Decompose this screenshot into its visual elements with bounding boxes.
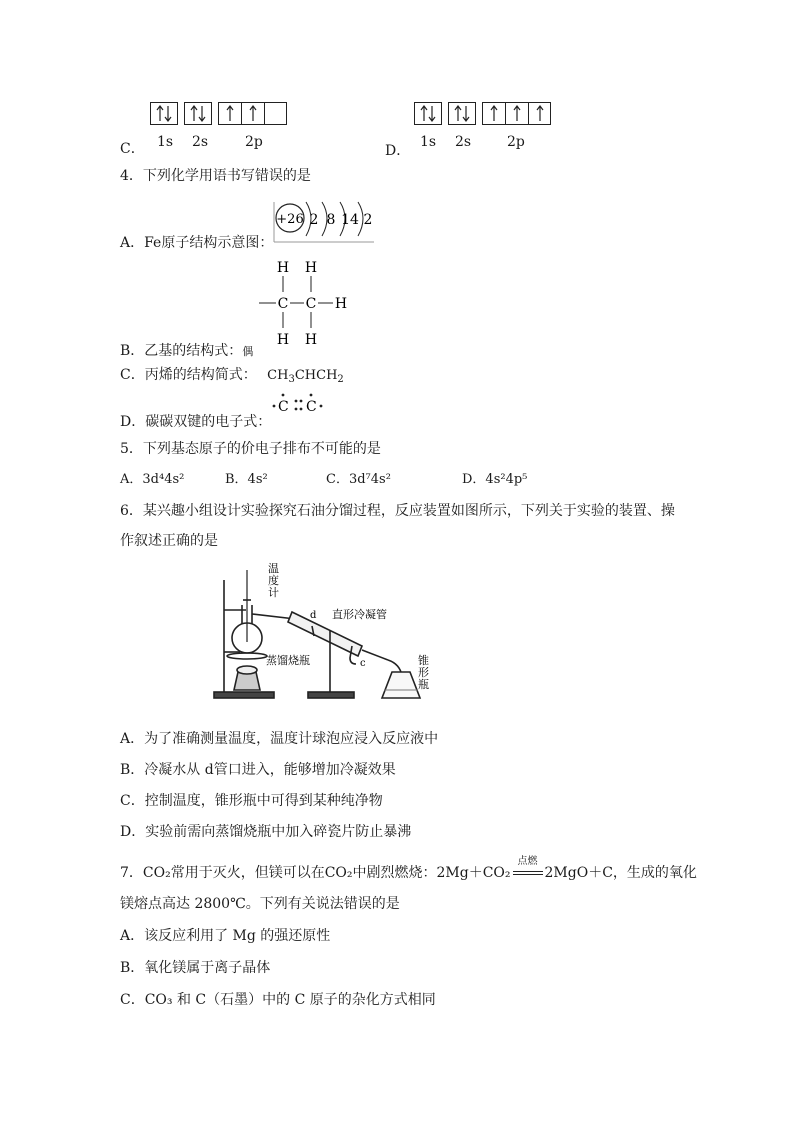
q7-option-b: B．氧化镁属于离子晶体 (120, 960, 271, 976)
reaction-condition: 点燃 (517, 856, 538, 867)
atom-h: H (304, 332, 318, 348)
label-conical-1: 锥 (418, 654, 429, 667)
label-thermometer-1: 温 (268, 562, 279, 575)
option-d-label: D． (385, 143, 411, 159)
label-d: d (310, 610, 317, 621)
option-c-label: C． (120, 141, 145, 157)
orbital-diagram-c (150, 102, 290, 128)
label-conical-3: 瓶 (418, 678, 429, 691)
atom-h: H (276, 260, 290, 276)
fe-shell-1: 2 (309, 212, 319, 228)
q4-option-b-text: B．乙基的结构式： (120, 343, 243, 359)
atom-h: H (304, 260, 318, 276)
q5-option-b: B．4s² (225, 472, 268, 487)
ethyl-structural-formula (255, 256, 355, 348)
label-condenser: 直形冷凝管 (332, 608, 387, 621)
q6-option-c: C．控制温度，锥形瓶中可得到某种纯净物 (120, 793, 383, 809)
q5-stem: 5．下列基态原子的价电子排布不可能的是 (120, 441, 381, 457)
q6-option-a: A．为了准确测量温度，温度计球泡应浸入反应液中 (120, 731, 439, 747)
label-thermometer-3: 计 (268, 586, 279, 599)
q4-option-b (120, 340, 253, 360)
atom-c: C (277, 296, 289, 312)
label-conical-2: 形 (418, 666, 429, 679)
orbital-label-2s: 2s (455, 134, 472, 150)
q7-stem-part2: 2MgO＋C，生成的氧化 (544, 865, 697, 881)
atom-c: C (278, 399, 289, 415)
q7-stem-part1: 7．CO₂常用于灭火，但镁可以在CO₂中剧烈燃烧：2Mg＋CO₂ (120, 865, 511, 881)
q5-option-d: D．4s²4p⁵ (462, 472, 528, 487)
q4-option-d: D．碳碳双键的电子式： (120, 414, 272, 430)
orbital-label-1s: 1s (157, 134, 174, 150)
fe-atom-structure-diagram (270, 198, 380, 246)
q6-option-b: B．冷凝水从 d管口进入，能够增加冷凝效果 (120, 762, 396, 778)
orbital-label-2p: 2p (245, 134, 263, 150)
q7-option-c: C．CO₃ 和 C（石墨）中的 C 原子的杂化方式相同 (120, 992, 436, 1008)
orbital-diagram-d (414, 102, 554, 128)
orbital-label-2p: 2p (507, 134, 525, 150)
label-c: c (360, 658, 366, 669)
q6-option-d: D．实验前需向蒸馏烧瓶中加入碎瓷片防止暴沸 (120, 824, 412, 840)
q7-stem-line1 (120, 856, 697, 882)
q4-option-c (120, 364, 344, 385)
orbital-label-1s: 1s (420, 134, 437, 150)
q4-option-b-tail: 偶 (242, 345, 254, 358)
atom-c: C (305, 296, 317, 312)
atom-c: C (306, 399, 317, 415)
q6-stem-line2: 作叙述正确的是 (120, 533, 218, 549)
fe-shell-3: 14 (341, 212, 359, 228)
propene-formula: $CH_3CHCH_2$ (267, 368, 344, 385)
label-thermometer-2: 度 (268, 574, 279, 587)
q6-stem-line1: 6．某兴趣小组设计实验探究石油分馏过程，反应装置如图所示，下列关于实验的装置、操 (120, 503, 675, 519)
carbon-double-bond-electron-formula (272, 390, 332, 420)
atom-h: H (276, 332, 290, 348)
q4-stem: 4．下列化学用语书写错误的是 (120, 168, 311, 184)
q7-option-a: A．该反应利用了 Mg 的强还原性 (120, 928, 331, 944)
q5-option-a: A．3d⁴4s² (120, 472, 185, 487)
q4-option-a: A．Fe原子结构示意图： (120, 235, 274, 251)
orbital-label-2s: 2s (192, 134, 209, 150)
fe-shell-4: 2 (363, 212, 373, 228)
q4-option-c-text: C．丙烯的结构简式： (120, 367, 257, 383)
q7-stem-line2: 镁熔点高达 2800℃。下列有关说法错误的是 (120, 896, 400, 912)
q5-option-c: C．3d⁷4s² (326, 472, 391, 487)
atom-h: H (334, 296, 348, 312)
label-flask: 蒸馏烧瓶 (266, 654, 310, 667)
fe-shell-2: 8 (326, 212, 336, 228)
fe-nucleus-charge: +26 (276, 212, 304, 227)
distillation-apparatus-figure (212, 560, 438, 706)
